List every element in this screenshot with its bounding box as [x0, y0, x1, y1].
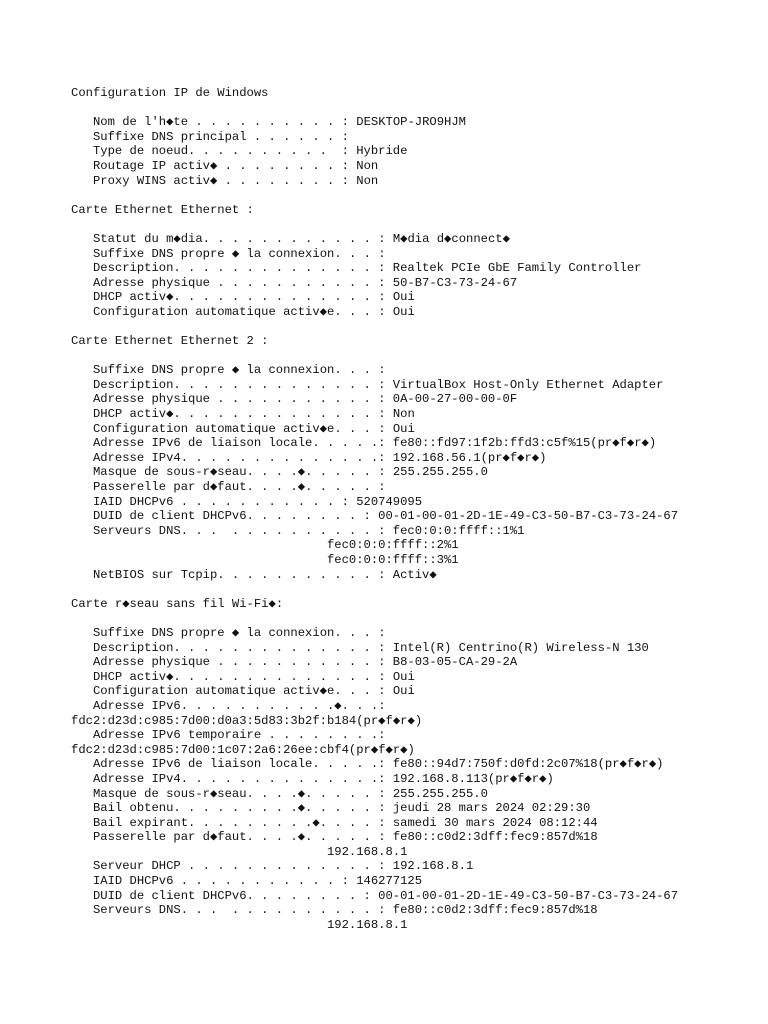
spacer [71, 349, 678, 364]
section-title-ethernet-2: Carte Ethernet Ethernet 2 : [71, 334, 269, 349]
wifi-line: Adresse IPv6. . . . . . . . . . .◆. . .: [71, 698, 386, 713]
wifi-line: fdc2:d23d:c985:7d00:d0a3:5d83:3b2f:b184(pr◆f◆r◆) [71, 713, 423, 728]
wifi-line: fdc2:d23d:c985:7d00:1c07:2a6:26ee:cbf4(pr◆f◆r◆) [71, 742, 415, 757]
ethernet-line: Description. . . . . . . . . . . . . . : Realtek PCIe GbE Family Controller [71, 261, 642, 276]
document-title: Configuration IP de Windows [71, 86, 269, 100]
spacer [71, 582, 678, 597]
host-line: Proxy WINS activ◆ . . . . . . . . : Non [71, 173, 379, 188]
spacer [71, 101, 678, 116]
wifi-line: Adresse physique . . . . . . . . . . . : B8-03-05-CA-29-2A [71, 655, 518, 670]
wifi-line: Configuration automatique activ◆e. . . : Oui [71, 684, 415, 699]
ethernet-line: Statut du m◆dia. . . . . . . . . . . . : M◆dia d◆connect◆ [71, 231, 510, 246]
wifi-line: Masque de sous-r◆seau. . . .◆. . . . . : 255.255.255.0 [71, 786, 488, 801]
wifi-line: Description. . . . . . . . . . . . . . : Intel(R) Centrino(R) Wireless-N 130 [71, 640, 649, 655]
host-line: Suffixe DNS principal . . . . . . : [71, 129, 349, 144]
section-title-wifi: Carte r◆seau sans fil Wi-Fi◆: [71, 596, 284, 611]
ethernet2-line: Masque de sous-r◆seau. . . .◆. . . . . : 255.255.255.0 [71, 465, 488, 480]
ethernet2-line: fec0:0:0:ffff::3%1 [71, 553, 459, 567]
ethernet2-line: Suffixe DNS propre ◆ la connexion. . . : [71, 363, 386, 378]
wifi-line: Serveurs DNS. . . . . . . . . . . . . : fe80::c0d2:3dff:fec9:857d%18 [71, 903, 598, 918]
ethernet-line: DHCP activ◆. . . . . . . . . . . . . . : Oui [71, 290, 415, 305]
section-title-ethernet: Carte Ethernet Ethernet : [71, 202, 254, 217]
ethernet2-line: fec0:0:0:ffff::2%1 [71, 538, 459, 553]
wifi-line: DUID de client DHCPv6. . . . . . . . : 00-01-00-01-2D-1E-49-C3-50-B7-C3-73-24-67 [71, 888, 679, 903]
ethernet-line: Suffixe DNS propre ◆ la connexion. . . : [71, 246, 386, 261]
host-line: Nom de l'h◆te . . . . . . . . . . : DESKTOP-JRO9HJM [71, 115, 466, 130]
wifi-line: Serveur DHCP . . . . . . . . . . . . . : 192.168.8.1 [71, 859, 474, 874]
wifi-line: Bail expirant. . . . . . . . .◆. . . . : samedi 30 mars 2024 08:12:44 [71, 815, 598, 830]
ethernet2-line: IAID DHCPv6 . . . . . . . . . . . : 520749095 [71, 494, 423, 509]
wifi-line: Adresse IPv6 de liaison locale. . . . .: fe80::94d7:750f:d0fd:2c07%18(pr◆f◆r◆) [71, 757, 664, 772]
ethernet2-line: Description. . . . . . . . . . . . . . : VirtualBox Host-Only Ethernet Adapter [71, 377, 664, 392]
wifi-line: DHCP activ◆. . . . . . . . . . . . . . : Oui [71, 669, 415, 684]
ethernet2-line: Adresse IPv6 de liaison locale. . . . .: fe80::fd97:1f2b:ffd3:c5f%15(pr◆f◆r◆) [71, 436, 657, 451]
ethernet2-line: Serveurs DNS. . . . . . . . . . . . . : fec0:0:0:ffff::1%1 [71, 523, 525, 538]
ethernet-line: Adresse physique . . . . . . . . . . . : 50-B7-C3-73-24-67 [71, 275, 518, 290]
spacer [71, 320, 678, 335]
wifi-line: Adresse IPv6 temporaire . . . . . . . .: [71, 728, 386, 743]
wifi-line: 192.168.8.1 [71, 844, 408, 859]
ipconfig-output [71, 86, 678, 932]
ethernet2-line: Adresse IPv4. . . . . . . . . . . . . .: 192.168.56.1(pr◆f◆r◆) [71, 450, 547, 465]
ethernet2-line: Configuration automatique activ◆e. . . : Oui [71, 421, 415, 436]
spacer [71, 217, 678, 232]
wifi-line: Suffixe DNS propre ◆ la connexion. . . : [71, 625, 386, 640]
host-line: Routage IP activ◆ . . . . . . . . : Non [71, 158, 379, 173]
wifi-line: Passerelle par d◆faut. . . .◆. . . . . : fe80::c0d2:3dff:fec9:857d%18 [71, 830, 598, 845]
wifi-line: IAID DHCPv6 . . . . . . . . . . . : 146277125 [71, 874, 423, 889]
host-line: Type de noeud. . . . . . . . . . : Hybride [71, 144, 408, 159]
wifi-line: Bail obtenu. . . . . . . . .◆. . . . . : jeudi 28 mars 2024 02:29:30 [71, 801, 591, 816]
ethernet2-line: DUID de client DHCPv6. . . . . . . . : 00-01-00-01-2D-1E-49-C3-50-B7-C3-73-24-67 [71, 509, 679, 524]
ethernet2-line: Adresse physique . . . . . . . . . . . : 0A-00-27-00-00-0F [71, 392, 518, 407]
spacer [71, 188, 678, 203]
ethernet2-line: Passerelle par d◆faut. . . .◆. . . . . : [71, 480, 386, 495]
ethernet2-line: DHCP activ◆. . . . . . . . . . . . . . : Non [71, 407, 415, 422]
spacer [71, 611, 678, 626]
ethernet-line: Configuration automatique activ◆e. . . : Oui [71, 304, 415, 319]
wifi-line: Adresse IPv4. . . . . . . . . . . . . .: 192.168.8.113(pr◆f◆r◆) [71, 771, 554, 786]
ethernet2-line: NetBIOS sur Tcpip. . . . . . . . . . . : Activ◆ [71, 567, 437, 582]
wifi-line: 192.168.8.1 [71, 917, 408, 932]
